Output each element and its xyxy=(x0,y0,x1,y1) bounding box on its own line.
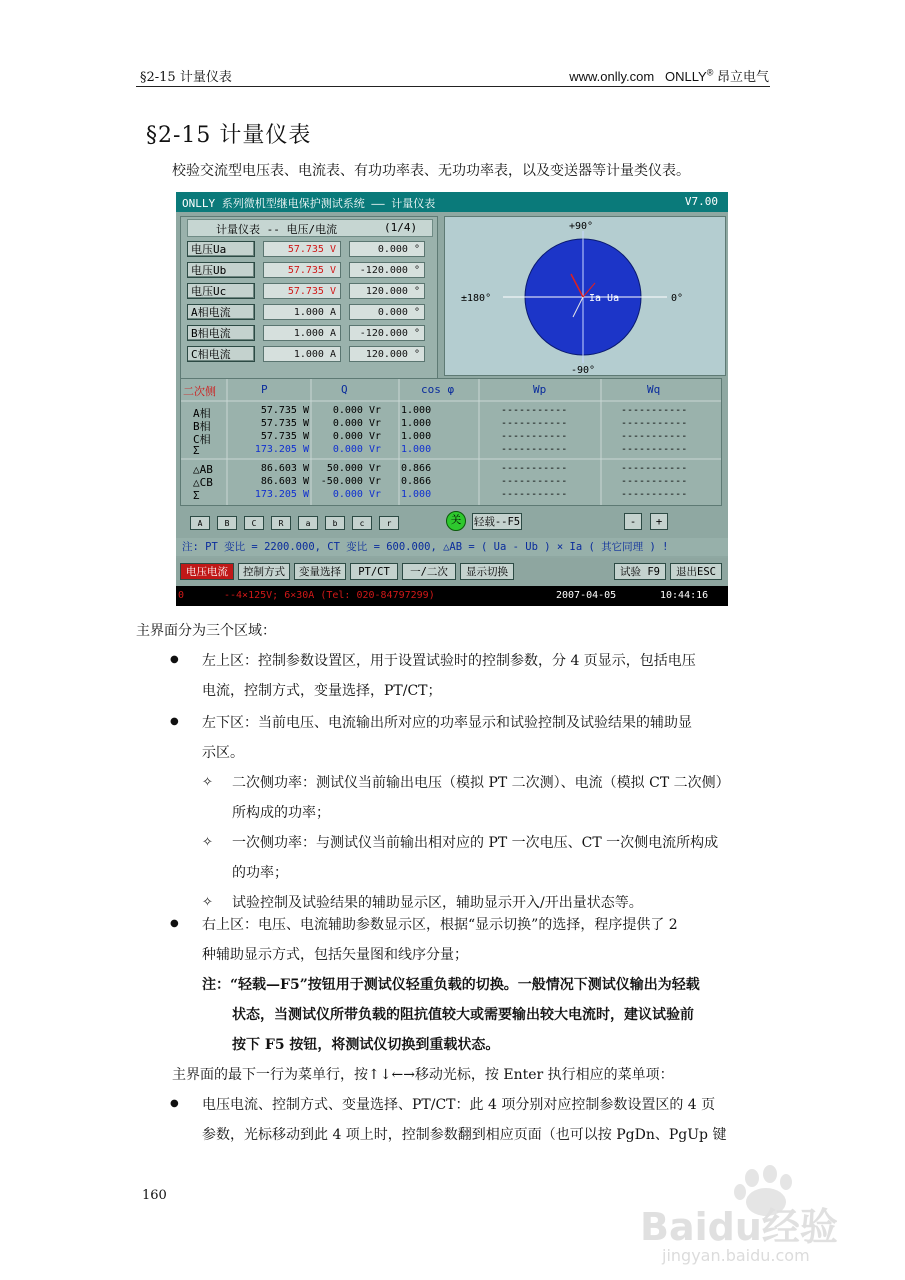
header-brand xyxy=(569,66,769,85)
param-row-label[interactable]: A相电流 xyxy=(187,304,255,320)
table-header: Q xyxy=(341,383,348,396)
header-brand-cn: 昂立电气 xyxy=(716,70,769,85)
table-cell: ----------- xyxy=(621,405,688,416)
table-cell: 0.866 xyxy=(401,463,432,474)
switch-button[interactable]: B xyxy=(217,516,237,530)
table-cell: 50.000 Vr xyxy=(326,463,381,474)
menu-item[interactable]: 显示切换 xyxy=(460,563,514,580)
ratio-note: 注: PT 变比 = 2200.000, CT 变比 = 600.000, △AB = ( Ua - Ub ) × Ia ( 其它同理 ) ! xyxy=(176,538,728,556)
control-param-panel xyxy=(180,216,438,382)
section-title: §2-15 计量仪表 xyxy=(146,123,312,148)
status-time: 10:44:16 xyxy=(660,590,709,601)
status-left: 0 xyxy=(178,590,185,601)
param-angle[interactable]: -120.000 ° xyxy=(349,325,425,341)
screen-version: V7.00 xyxy=(684,195,718,208)
sub-bullet-aux: 试验控制及试验结果的辅助显示区，辅助显示开入/开出量状态等。 xyxy=(232,895,643,911)
menu-item[interactable]: 电压电流 xyxy=(180,563,234,580)
note-line-2: 状态，当测试仪所带负载的阻抗值较大或需要输出较大电流时，建议试验前 xyxy=(232,1007,694,1023)
param-angle[interactable]: 120.000 ° xyxy=(349,283,425,299)
status-date: 2007-04-05 xyxy=(556,590,617,601)
switch-button[interactable]: a xyxy=(298,516,318,530)
table-cell: ----------- xyxy=(621,418,688,429)
label-plus90: +90° xyxy=(569,221,594,232)
table-cell: 0.000 Vr xyxy=(332,444,381,455)
switch-button[interactable]: c xyxy=(352,516,372,530)
sub-bullet-primary-2: 的功率； xyxy=(232,865,288,881)
table-header: cos φ xyxy=(421,383,455,396)
param-angle[interactable]: 0.000 ° xyxy=(349,241,425,257)
menu-item[interactable]: 一/二次 xyxy=(402,563,456,580)
software-screenshot xyxy=(176,192,728,606)
group2-row-label: △CB xyxy=(193,476,213,489)
table-cell: 0.000 Vr xyxy=(332,489,381,500)
label-ia-ua: Ia Ua xyxy=(589,293,620,304)
param-angle[interactable]: 0.000 ° xyxy=(349,304,425,320)
param-magnitude[interactable]: 57.735 V xyxy=(263,262,341,278)
panel-title-bar xyxy=(187,219,433,237)
table-cell: 0.000 Vr xyxy=(332,405,381,416)
table-cell: ----------- xyxy=(501,405,568,416)
param-magnitude[interactable]: 1.000 A xyxy=(263,304,341,320)
sub-bullet-secondary-2: 所构成的功率； xyxy=(232,805,330,821)
sub-bullet-primary-1: 一次侧功率：与测试仪当前输出相对应的 PT 一次电压、CT 一次侧电流所构成 xyxy=(232,835,719,851)
table-cell: ----------- xyxy=(501,463,568,474)
switch-button[interactable]: R xyxy=(271,516,291,530)
table-cell: 1.000 xyxy=(401,418,432,429)
registered-mark: ® xyxy=(706,67,714,78)
menu-item[interactable]: PT/CT xyxy=(350,563,398,580)
header-divider xyxy=(136,86,770,87)
table-cell: ----------- xyxy=(621,431,688,442)
table-cell: 0.866 xyxy=(401,476,432,487)
table-cell: ----------- xyxy=(501,444,568,455)
group1-row-label: A相 xyxy=(193,407,211,420)
paragraph-regions: 主界面分为三个区域： xyxy=(136,623,276,639)
group2-row-label: Σ xyxy=(193,489,200,502)
param-row-label[interactable]: 电压Ub xyxy=(187,262,255,278)
table-cell: ----------- xyxy=(621,476,688,487)
param-magnitude[interactable]: 57.735 V xyxy=(263,241,341,257)
table-cell: ----------- xyxy=(501,489,568,500)
param-row-label[interactable]: 电压Ua xyxy=(187,241,255,257)
bullet-menu-2: 参数，光标移动到此 4 项上时，控制参数翻到相应页面（也可以按 PgDn、PgUp 键 xyxy=(202,1127,727,1143)
table-header: Wq xyxy=(647,383,661,396)
bullet-upper-left-1: 左上区：控制参数设置区，用于设置试验时的控制参数，分 4 页显示，包括电压 xyxy=(202,653,696,669)
screen-title: ONLLY 系列微机型继电保护测试系统 —— 计量仪表 xyxy=(182,197,436,210)
note-line-3: 按下 F5 按钮，将测试仪切换到重载状态。 xyxy=(232,1037,500,1053)
header-brand-name: ONLLY xyxy=(665,69,707,84)
bullet-dot: ● xyxy=(170,918,179,929)
group2-row-label: △AB xyxy=(193,463,213,476)
load-button[interactable]: 轻载--F5 xyxy=(472,513,522,530)
bullet-dot: ● xyxy=(170,716,179,727)
table-cell: ----------- xyxy=(621,489,688,500)
table-cell: ----------- xyxy=(621,463,688,474)
bullet-lower-left-1: 左下区：当前电压、电流输出所对应的功率显示和试验控制及试验结果的辅助显 xyxy=(202,715,692,731)
bullet-upper-left-2: 电流，控制方式，变量选择，PT/CT； xyxy=(202,683,442,699)
header-section-label: §2-15 计量仪表 xyxy=(140,70,232,85)
table-header: Wp xyxy=(533,383,547,396)
table-cell: -50.000 Vr xyxy=(320,476,381,487)
paragraph-menu: 主界面的最下一行为菜单行，按↑↓←→移动光标，按 Enter 执行相应的菜单项： xyxy=(172,1067,674,1083)
vector-diagram xyxy=(445,217,725,375)
table-cell: ----------- xyxy=(501,476,568,487)
bullet-menu-1: 电压电流、控制方式、变量选择、PT/CT：此 4 项分别对应控制参数设置区的 4 页 xyxy=(202,1097,716,1113)
table-cell: ----------- xyxy=(501,418,568,429)
bullet-upper-right-2: 种辅助显示方式，包括矢量图和线序分量； xyxy=(202,947,468,963)
menu-test-f9[interactable]: 试验 F9 xyxy=(614,563,666,580)
menu-bar xyxy=(176,558,728,586)
diamond-bullet: ✧ xyxy=(202,835,213,850)
diamond-bullet: ✧ xyxy=(202,895,213,910)
diamond-bullet: ✧ xyxy=(202,775,213,790)
param-angle[interactable]: -120.000 ° xyxy=(349,262,425,278)
control-row xyxy=(176,508,728,536)
table-header: P xyxy=(261,383,268,396)
switch-button[interactable]: r xyxy=(379,516,399,530)
page-number: 160 xyxy=(142,1188,167,1203)
table-cell: 1.000 xyxy=(401,405,432,416)
table-cell: 57.735 W xyxy=(260,405,309,416)
status-bar xyxy=(176,586,728,606)
label-180: ±180° xyxy=(461,293,492,304)
table-cell: 1.000 xyxy=(401,431,432,442)
switch-button[interactable]: A xyxy=(190,516,210,530)
panel-page: (1/4) xyxy=(384,221,418,234)
menu-item[interactable]: 控制方式 xyxy=(238,563,290,580)
header-website: www.onlly.com xyxy=(569,69,655,84)
watermark-brand: Baidu经验 xyxy=(640,1205,838,1249)
plus-button[interactable]: + xyxy=(650,513,668,530)
label-minus90: -90° xyxy=(571,365,596,375)
table-cell: 173.205 W xyxy=(254,444,309,455)
bullet-dot: ● xyxy=(170,654,179,665)
table-cell: 1.000 xyxy=(401,444,432,455)
table-cell: 0.000 Vr xyxy=(332,418,381,429)
vector-diagram-panel xyxy=(444,216,726,376)
panel-title: 计量仪表 -- 电压/电流 xyxy=(216,223,338,236)
switch-button[interactable]: b xyxy=(325,516,345,530)
sub-bullet-secondary-1: 二次侧功率：测试仪当前输出电压（模拟 PT 二次测）、电流（模拟 CT 二次侧） xyxy=(232,775,730,791)
param-magnitude[interactable]: 1.000 A xyxy=(263,325,341,341)
label-0: 0° xyxy=(671,293,684,304)
table-cell: 173.205 W xyxy=(254,489,309,500)
note-line-1: 注：“轻载—F5”按钮用于测试仪轻重负载的切换。一般情况下测试仪输出为轻载 xyxy=(202,977,700,993)
param-row-label[interactable]: 电压Uc xyxy=(187,283,255,299)
param-angle[interactable]: 120.000 ° xyxy=(349,346,425,362)
table-cell: 57.735 W xyxy=(260,418,309,429)
bullet-dot: ● xyxy=(170,1098,179,1109)
watermark-url: jingyan.baidu.com xyxy=(662,1246,810,1265)
table-cell: 86.603 W xyxy=(260,476,309,487)
table-cell: 1.000 xyxy=(401,489,432,500)
table-cell: 86.603 W xyxy=(260,463,309,474)
group1-row-label: C相 xyxy=(193,433,211,446)
table-cell: ----------- xyxy=(621,444,688,455)
power-table xyxy=(180,378,722,506)
bullet-upper-right-1: 右上区：电压、电流辅助参数显示区，根据“显示切换”的选择，程序提供了 2 xyxy=(202,917,678,933)
group1-row-label: Σ xyxy=(193,444,200,457)
menu-exit-esc[interactable]: 退出ESC xyxy=(670,563,722,580)
off-indicator[interactable]: 关 xyxy=(446,511,466,531)
param-row-label[interactable]: B相电流 xyxy=(187,325,255,341)
bullet-lower-left-2: 示区。 xyxy=(202,745,244,761)
table-cell: 57.735 W xyxy=(260,431,309,442)
menu-item[interactable]: 变量选择 xyxy=(294,563,346,580)
intro-paragraph: 校验交流型电压表、电流表、有功功率表、无功功率表，以及变送器等计量类仪表。 xyxy=(172,163,690,179)
screen-title-bar xyxy=(176,192,728,212)
table-side-label: 二次侧 xyxy=(183,385,216,398)
param-row-label[interactable]: C相电流 xyxy=(187,346,255,362)
switch-button[interactable]: C xyxy=(244,516,264,530)
table-cell: ----------- xyxy=(501,431,568,442)
param-magnitude[interactable]: 1.000 A xyxy=(263,346,341,362)
param-magnitude[interactable]: 57.735 V xyxy=(263,283,341,299)
table-cell: 0.000 Vr xyxy=(332,431,381,442)
status-hardware: --4×125V; 6×30A (Tel: 020-84797299) xyxy=(224,590,435,601)
minus-button[interactable]: - xyxy=(624,513,642,530)
baidu-watermark xyxy=(640,1160,860,1270)
group1-row-label: B相 xyxy=(193,420,211,433)
